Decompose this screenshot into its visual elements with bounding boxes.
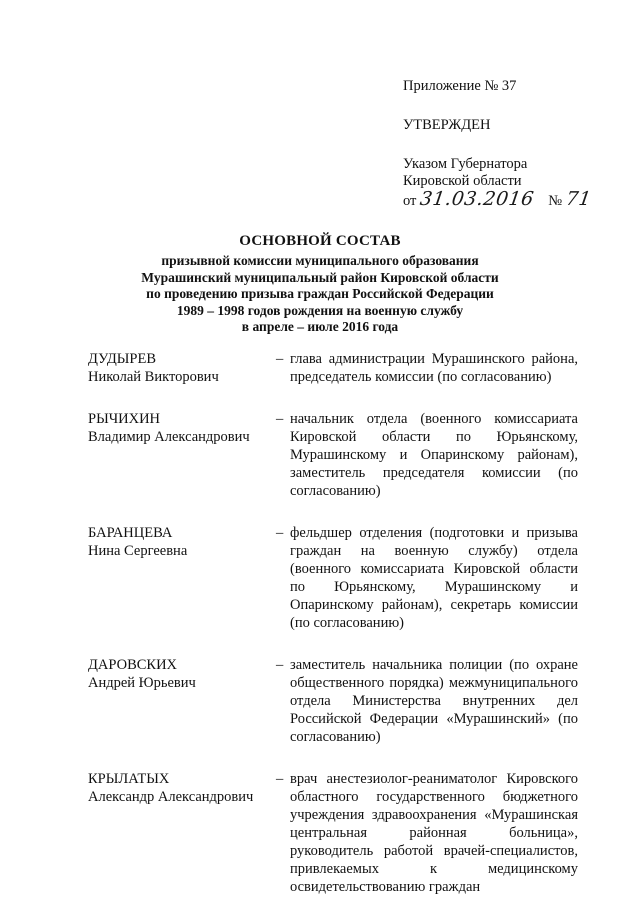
member-name [88, 350, 276, 386]
member-dash: – [276, 351, 284, 367]
member-dash: – [276, 657, 284, 673]
members-list [88, 350, 588, 920]
subtitle-line-1: призывной комиссии муниципального образования [161, 253, 479, 268]
member-dash: – [276, 411, 284, 427]
appendix-label: Приложение № 37 [403, 78, 517, 94]
member-role: начальник отдела (военного комиссариата Кировской области по Юрьянскому, Мурашинскому и Опаринскому районам), заместитель председателя комиссии (по согласованию) [290, 411, 578, 499]
number-label: № [548, 193, 563, 209]
handwritten-date: 31.03.2016 [418, 188, 536, 210]
subtitle-line-2: Мурашинский муниципальный район Кировской области [141, 269, 499, 285]
approved-label: УТВЕРЖДЕН [403, 117, 491, 133]
member-role: врач анестезиолог-реаниматолог Кировского областного государственного бюджетного учреждения здравоохранения «Мурашинская центральная районная больница», руководитель работой врачей-специалистов, привлекаемых к медицинскому освидетельствованию граждан [290, 771, 578, 895]
member-given-names: Александр Александрович [88, 789, 254, 805]
decree-date-number [403, 188, 603, 210]
member-name [88, 524, 276, 632]
subtitle-line-3: по проведению призыва граждан Российской Федерации [146, 286, 494, 301]
from-label: от [403, 193, 417, 209]
document-title-block [80, 233, 560, 336]
member-dash: – [276, 771, 284, 787]
member-role: глава администрации Мурашинского района, председатель комиссии (по согласованию) [290, 351, 578, 385]
member-surname: БАРАНЦЕВА [88, 525, 173, 541]
subtitle-line-4: 1989 – 1998 годов рождения на военную службу [176, 302, 464, 318]
member-role: заместитель начальника полиции (по охране общественного порядка) межмуниципального отдела Министерства внутренних дел Российской Федерации «Мурашинский» (по согласованию) [290, 657, 578, 745]
member-given-names: Владимир Александрович [88, 429, 250, 445]
member-given-names: Андрей Юрьевич [88, 675, 196, 691]
member-surname: РЫЧИХИН [88, 411, 161, 427]
member-role: фельдшер отделения (подготовки и призыва граждан на военную службу) отдела (военного комиссариата Кировской области по Юрьянскому, Мурашинскому и Опаринскому районам), секретарь комиссии (по согласованию) [290, 525, 578, 631]
member-name [88, 770, 276, 896]
member-surname: ДУДЫРЕВ [88, 351, 156, 367]
member-entry [88, 524, 588, 632]
member-surname: ДАРОВСКИХ [88, 657, 178, 673]
member-given-names: Нина Сергеевна [88, 543, 188, 559]
handwritten-number: 71 [564, 188, 593, 210]
approval-stamp-block [403, 78, 603, 210]
member-name [88, 656, 276, 746]
decree-line-1: Указом Губернатора [403, 156, 528, 172]
member-entry [88, 350, 588, 386]
member-entry [88, 770, 588, 896]
document-title: ОСНОВНОЙ СОСТАВ [239, 233, 401, 249]
decree-line-2: Кировской области [403, 173, 522, 189]
member-entry [88, 410, 588, 500]
member-surname: КРЫЛАТЫХ [88, 771, 170, 787]
member-given-names: Николай Викторович [88, 369, 219, 385]
member-dash: – [276, 525, 284, 541]
member-name [88, 410, 276, 500]
subtitle-line-5: в апреле – июле 2016 года [241, 319, 399, 334]
member-entry [88, 656, 588, 746]
